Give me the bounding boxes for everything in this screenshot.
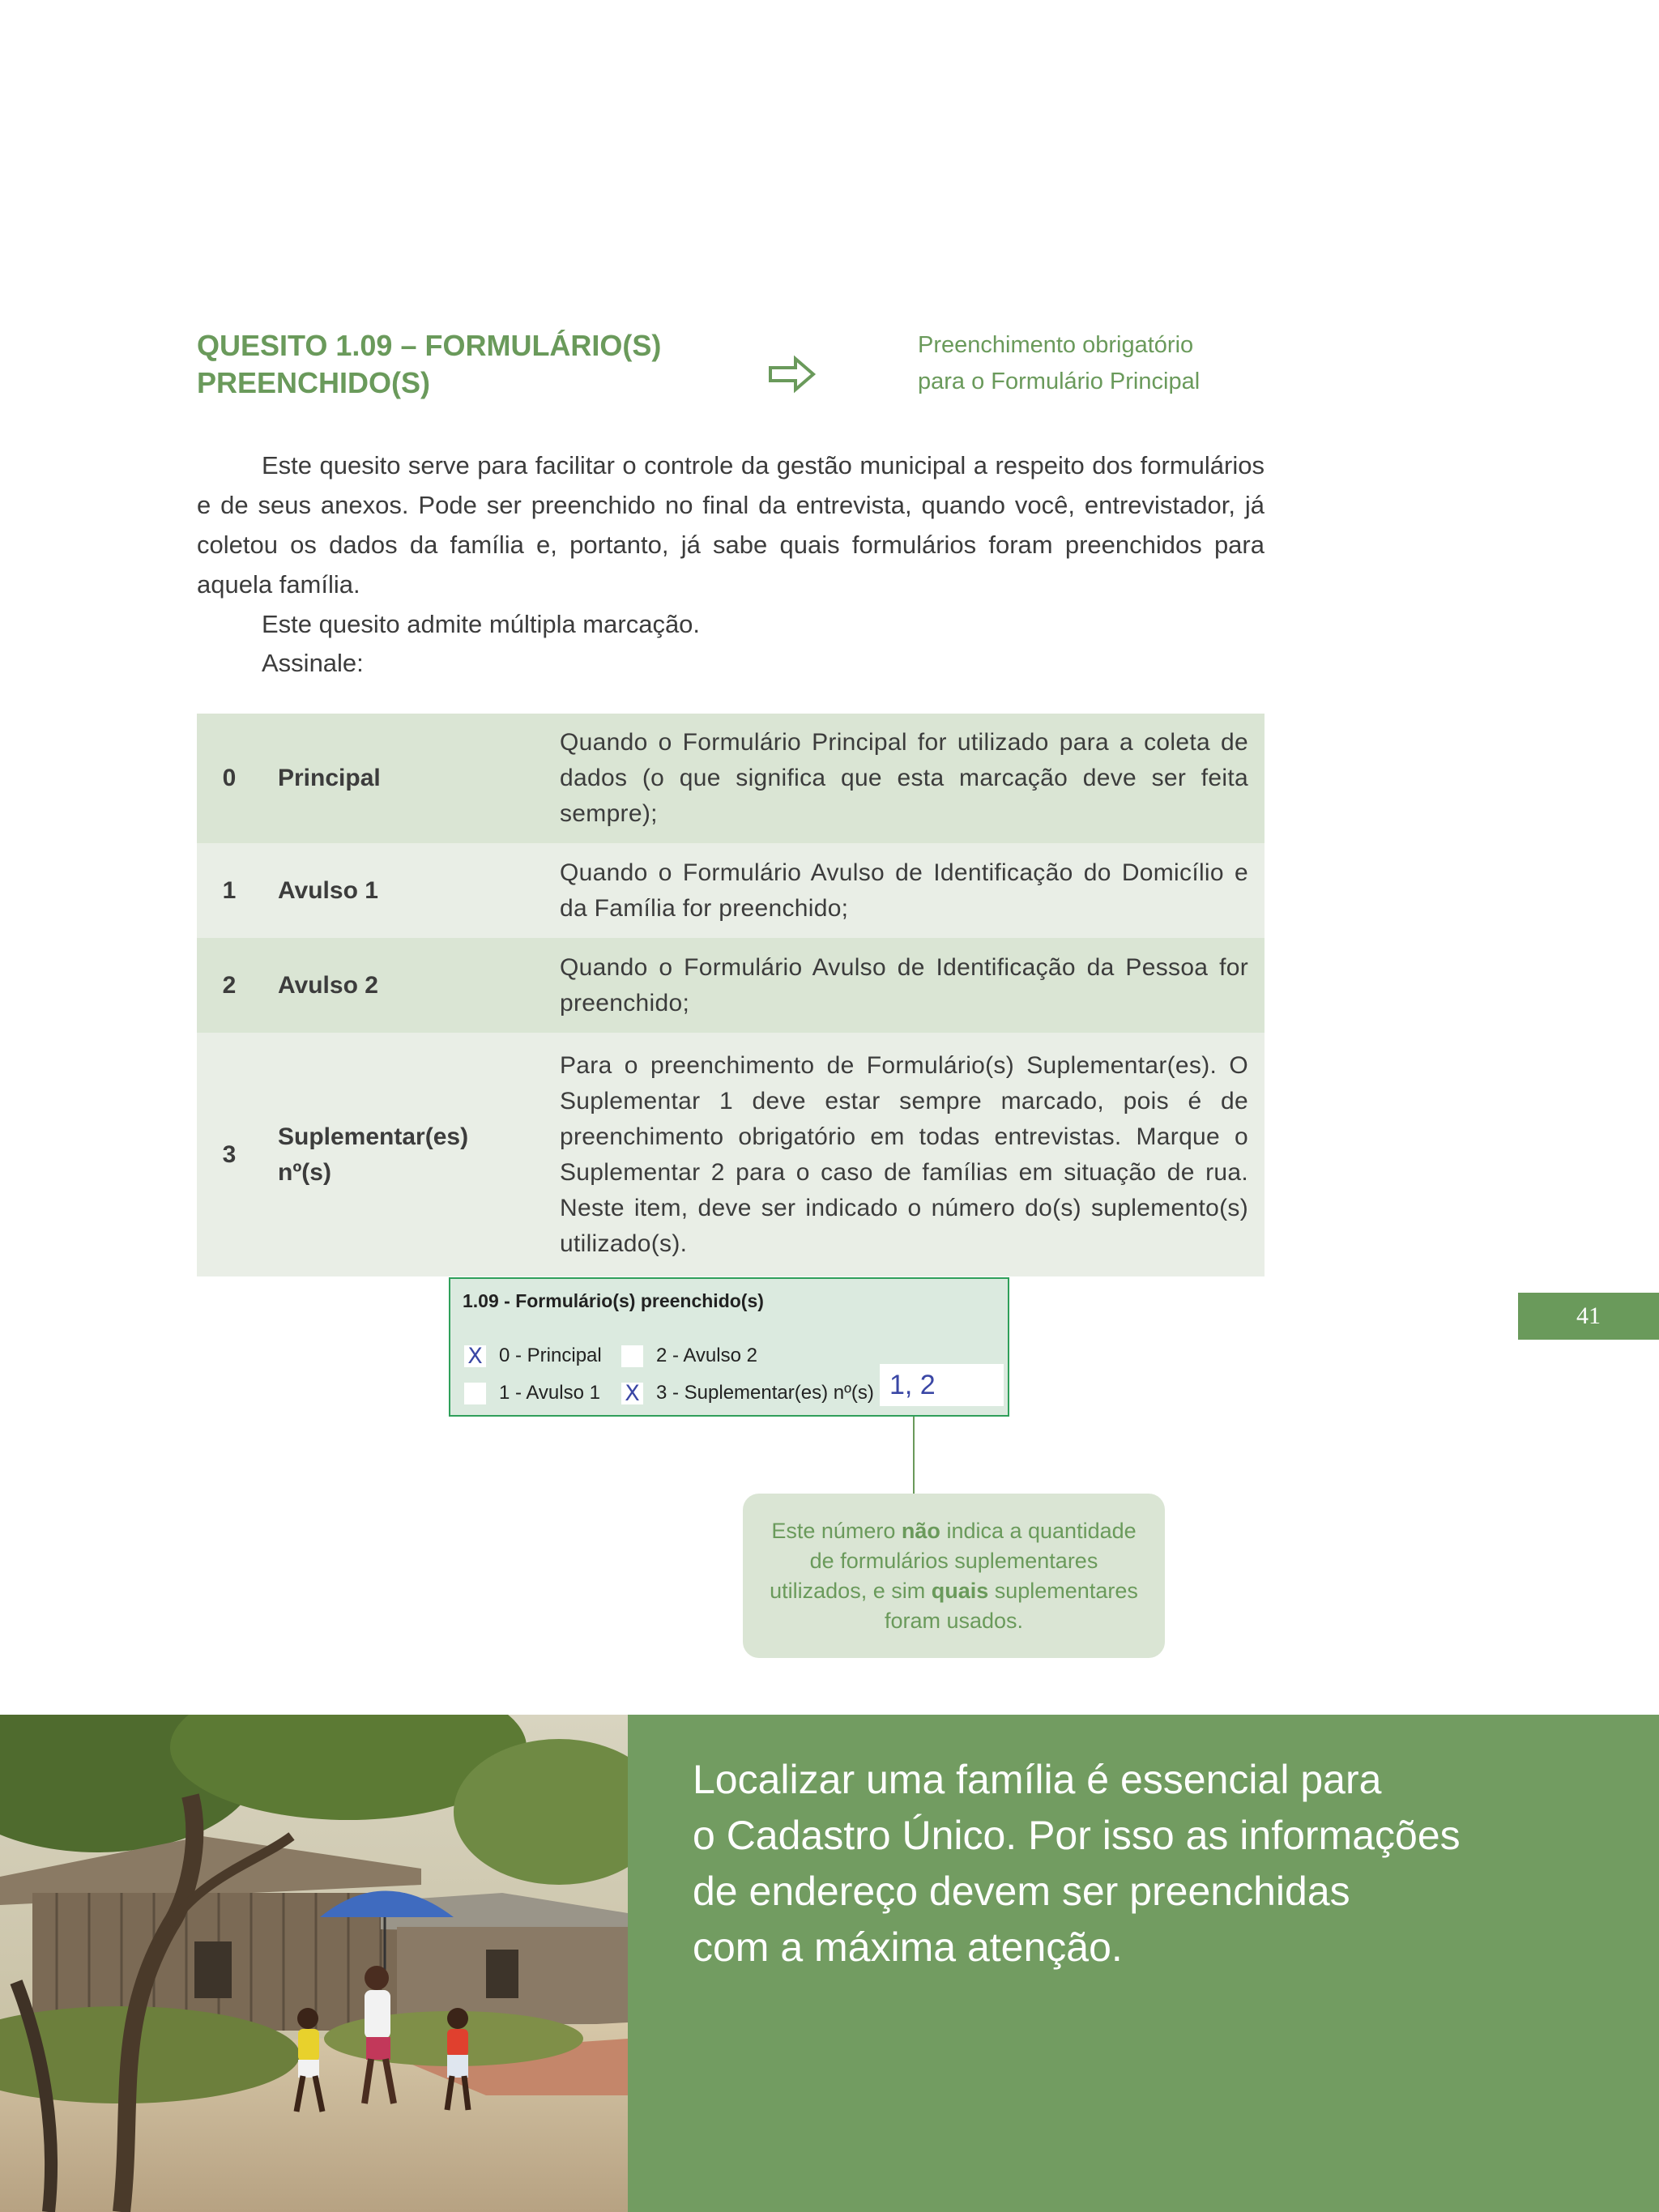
highlight-line: Localizar uma família é essencial para: [693, 1757, 1382, 1802]
village-photo-image: [0, 1715, 628, 2212]
option-code: 2: [222, 971, 237, 999]
question-title-line1: QUESITO 1.09 – FORMULÁRIO(S): [197, 329, 662, 362]
form-option-principal[interactable]: [464, 1345, 602, 1367]
intro-text: [197, 445, 1265, 644]
form-field-example: [449, 1277, 1009, 1417]
option-code: 0: [222, 765, 237, 791]
option-label: Avulso 2: [278, 971, 378, 999]
option-code: 3: [222, 1140, 237, 1168]
callout-emphasis: não: [901, 1518, 940, 1543]
mandatory-note: [918, 327, 1242, 400]
option-label: Avulso 1: [278, 876, 378, 904]
callout-note: [743, 1494, 1165, 1658]
highlight-band: [628, 1715, 1659, 2212]
callout-text-part: suplementares foram usados.: [884, 1578, 1138, 1633]
highlight-line: com a máxima atenção.: [693, 1924, 1123, 1970]
mandatory-note-line1: Preenchimento obrigatório: [918, 332, 1194, 358]
question-title: [197, 327, 764, 402]
callout-text-part: Este número: [771, 1518, 902, 1543]
form-option-label: 2 - Avulso 2: [656, 1345, 757, 1366]
question-title-line2: PREENCHIDO(S): [197, 366, 431, 399]
table-row: [197, 714, 1265, 843]
option-code: 1: [222, 876, 237, 904]
multiple-choice-note: Este quesito admite múltipla marcação.: [262, 610, 701, 638]
suplementar-number-field[interactable]: 1, 2: [880, 1364, 1004, 1406]
highlight-line: de endereço devem ser preenchidas: [693, 1869, 1350, 1914]
option-description: Quando o Formulário Avulso de Identificação da Pessoa for preenchido;: [560, 953, 1248, 1016]
table-row: [197, 1033, 1265, 1276]
form-option-label: 0 - Principal: [499, 1345, 602, 1366]
checkbox-avulso-2[interactable]: [621, 1345, 643, 1367]
callout-emphasis: quais: [931, 1578, 989, 1603]
table-row: [197, 843, 1265, 938]
option-description: Para o preenchimento de Formulário(s) Suplementar(es). O Suplementar 1 deve estar sempre marcado, pois é de preenchimento obrigatório em todas entrevistas. Marque o Suplementar 2 para o caso de famílias em situação de rua. Neste item, deve ser indicado o número do(s) suplemento(s) utilizado(s).: [560, 1051, 1248, 1257]
callout-text: [764, 1516, 1145, 1636]
intro-paragraph: Este quesito serve para facilitar o controle da gestão municipal a respeito dos formulários e de seus anexos. Pode ser preenchido no final da entrevista, quando você, entrevistador, já coletou os dados da família e, portanto, já sabe quais formulários foram preenchidos para aquela família.: [197, 451, 1265, 599]
highlight-line: o Cadastro Único. Por isso as informações: [693, 1813, 1461, 1858]
option-description: Quando o Formulário Principal for utilizado para a coleta de dados (o que significa que esta marcação deve ser feita sempre);: [560, 729, 1248, 827]
checkbox-suplementar[interactable]: X: [621, 1383, 643, 1404]
option-label: Suplementar(es) nº(s): [278, 1123, 469, 1186]
form-option-suplementar[interactable]: [621, 1382, 874, 1404]
checkbox-avulso-1[interactable]: [464, 1383, 486, 1404]
mandatory-note-line2: para o Formulário Principal: [918, 369, 1201, 394]
form-option-label: 1 - Avulso 1: [499, 1382, 600, 1404]
option-label: Principal: [278, 765, 381, 791]
right-arrow-icon: [768, 355, 817, 394]
callout-text-part: indica a quantidade de formulários suplementares utilizados, e sim: [770, 1518, 1137, 1603]
form-option-label: 3 - Suplementar(es) nº(s): [656, 1382, 874, 1404]
page-number: 41: [1518, 1293, 1659, 1340]
form-option-avulso-2[interactable]: [621, 1345, 757, 1367]
highlight-text: [693, 1752, 1503, 1975]
assinale-label: Assinale:: [262, 649, 364, 677]
form-field-title: 1.09 - Formulário(s) preenchido(s): [463, 1290, 764, 1311]
checkbox-principal[interactable]: X: [464, 1345, 486, 1367]
village-photo: [0, 1715, 628, 2212]
options-table: [197, 714, 1265, 1276]
table-row: [197, 938, 1265, 1033]
form-option-avulso-1[interactable]: [464, 1382, 600, 1404]
callout-connector-line: [913, 1417, 915, 1494]
option-description: Quando o Formulário Avulso de Identificação do Domicílio e da Família for preenchido;: [560, 859, 1248, 922]
